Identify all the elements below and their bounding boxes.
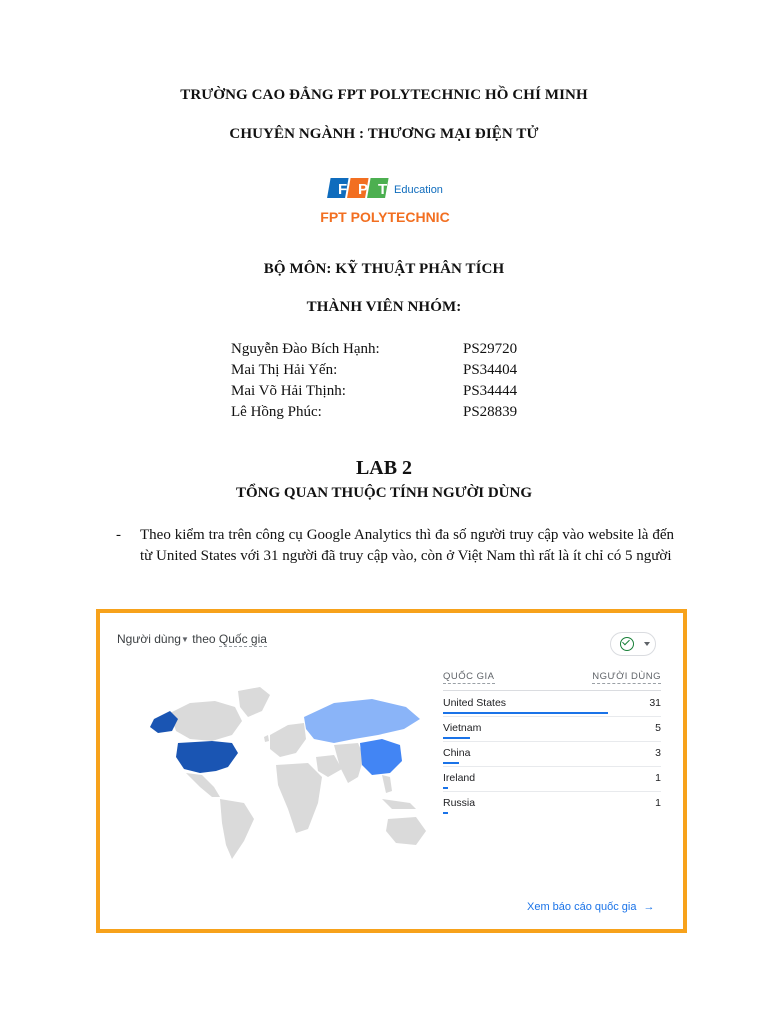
table-row [443, 766, 661, 792]
map-country-china [360, 739, 402, 775]
member-id: PS34444 [463, 383, 518, 399]
member-name: Mai Võ Hải Thịnh: [231, 383, 346, 399]
country-name: Vietnam [443, 722, 482, 734]
user-count: 31 [649, 697, 661, 709]
user-count: 1 [655, 772, 661, 784]
country-name: Ireland [443, 772, 476, 784]
member-id: PS29720 [463, 341, 518, 357]
column-header-users[interactable]: NGƯỜI DÙNG [592, 671, 661, 682]
map-land [276, 763, 322, 833]
major-name: CHUYÊN NGÀNH : THƯƠNG MẠI ĐIỆN TỬ [229, 126, 539, 142]
map-land [270, 723, 306, 757]
card-title-mid: theo [188, 632, 219, 646]
member-id: PS34404 [463, 362, 518, 378]
bullet-dash: - [116, 527, 121, 543]
user-share-bar [443, 787, 448, 789]
svg-text:T: T [378, 181, 388, 198]
country-name: United States [443, 697, 507, 709]
table-row [443, 716, 661, 742]
map-land [386, 817, 426, 845]
school-name: TRƯỜNG CAO ĐẲNG FPT POLYTECHNIC HỒ CHÍ MINH [180, 87, 588, 103]
dimension-label[interactable]: Quốc gia [218, 632, 267, 646]
arrow-right-icon: → [643, 901, 655, 913]
table-row [443, 791, 661, 816]
lab-title: LAB 2 [355, 457, 413, 479]
card-title [117, 632, 267, 646]
member-id: PS28839 [463, 404, 518, 420]
map-land [238, 687, 270, 717]
svg-text:P: P [358, 181, 369, 198]
user-share-bar [443, 737, 470, 739]
user-count: 5 [655, 722, 661, 734]
svg-text:F: F [338, 181, 348, 198]
fpt-education-logo [300, 170, 470, 232]
analytics-screenshot-frame [96, 609, 687, 933]
bullet-paragraph: Theo kiểm tra trên công cụ Google Analytics thì đa số người truy cập vào website là đến từ United States với 31 người đã truy cập vào, còn ở Việt Nam thì rất là ít chỉ có 5 người [140, 527, 674, 564]
map-land [264, 735, 269, 742]
compare-status-button[interactable] [610, 632, 656, 656]
member-name: Mai Thị Hải Yến: [231, 362, 338, 378]
world-map [120, 673, 430, 863]
map-land [220, 799, 254, 859]
svg-text:FPT POLYTECHNIC: FPT POLYTECHNIC [320, 209, 450, 225]
map-land [382, 799, 416, 809]
member-name: Lê Hồng Phúc: [231, 404, 322, 420]
metric-selector[interactable]: Người dùng [117, 632, 181, 646]
department-title: BỘ MÔN: KỸ THUẬT PHÂN TÍCH [263, 261, 505, 277]
table-row [443, 741, 661, 767]
map-country-united-states [176, 741, 238, 773]
map-land [186, 773, 220, 797]
table-row [443, 691, 661, 717]
user-share-bar [443, 712, 608, 714]
user-share-bar [443, 762, 459, 764]
check-circle-icon [620, 637, 634, 651]
user-count: 3 [655, 747, 661, 759]
country-name: China [443, 747, 471, 759]
user-count: 1 [655, 797, 661, 809]
lab-subtitle: TỔNG QUAN THUỘC TÍNH NGƯỜI DÙNG [235, 485, 532, 501]
country-name: Russia [443, 797, 476, 809]
view-country-report-link[interactable] [527, 901, 654, 913]
members-title: THÀNH VIÊN NHÓM: [306, 299, 462, 315]
map-land [170, 701, 242, 741]
member-name: Nguyễn Đào Bích Hạnh: [231, 341, 380, 357]
link-label: Xem báo cáo quốc gia [527, 901, 637, 913]
chevron-down-icon [644, 642, 650, 646]
svg-text:Education: Education [394, 184, 443, 196]
map-country-russia [304, 699, 420, 743]
column-header-country[interactable]: QUỐC GIA [443, 671, 495, 682]
map-land [382, 775, 392, 793]
dropdown-caret-icon[interactable]: ▼ [180, 635, 189, 644]
user-share-bar [443, 812, 448, 814]
users-by-country-card [100, 613, 683, 929]
